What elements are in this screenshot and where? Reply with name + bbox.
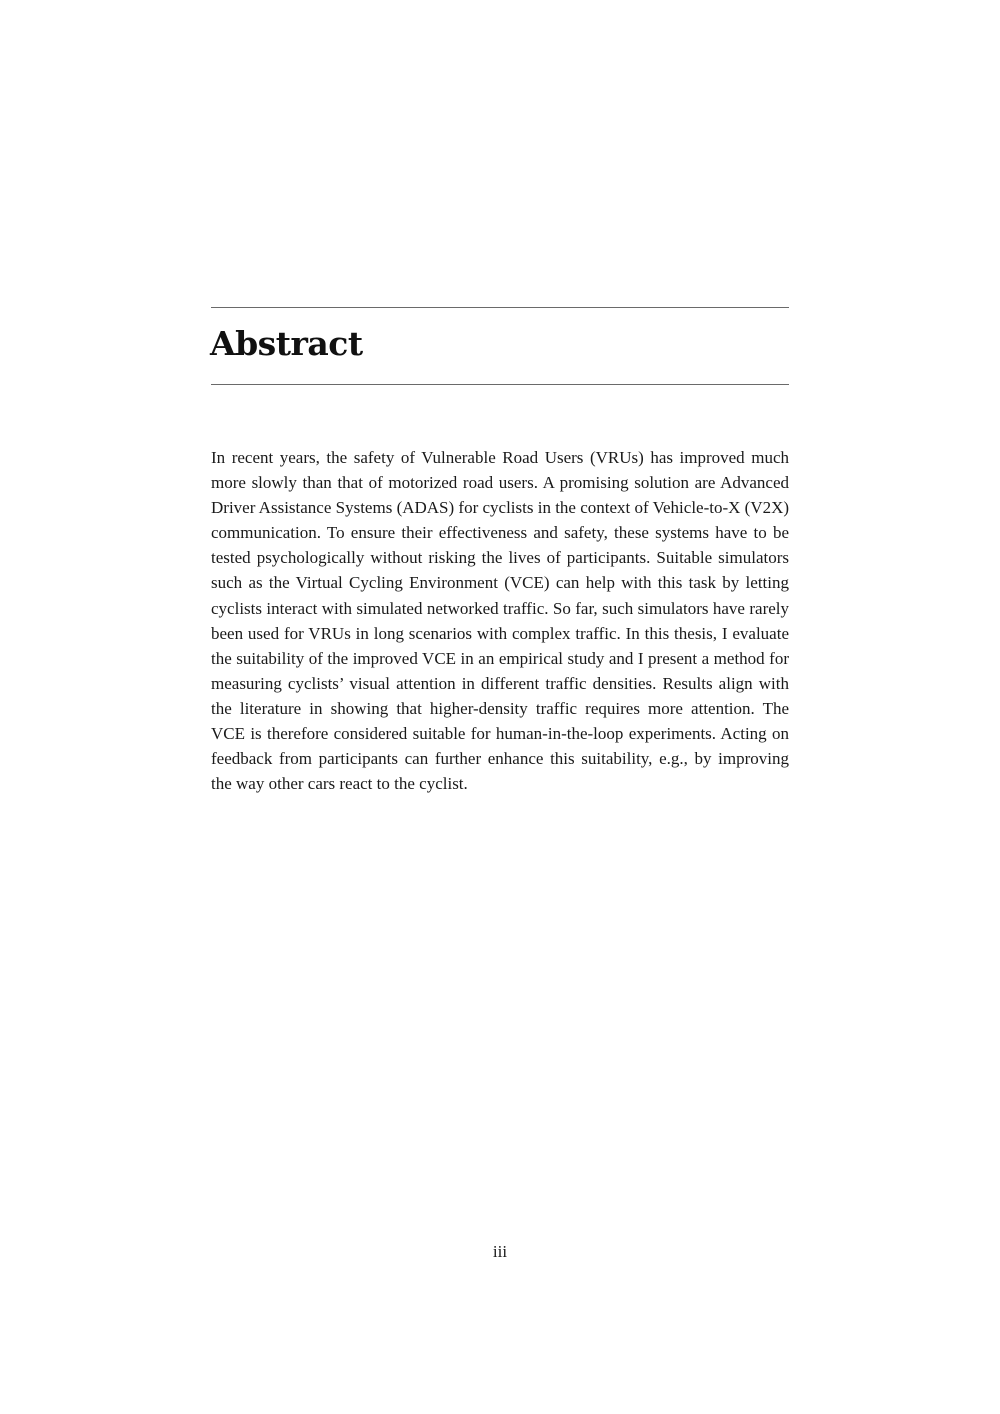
abstract-line: tested psychologically without risking the lives of participants. Suitable simulators [211, 548, 789, 568]
abstract-line: communication. To ensure their effectiveness and safety, these systems have to be [211, 523, 789, 543]
abstract-line: the suitability of the improved VCE in an empirical study and I present a method for [211, 648, 789, 668]
heading-top-rule [211, 307, 789, 308]
page-title: Abstract [210, 324, 363, 363]
heading-bottom-rule [211, 384, 789, 385]
abstract-paragraph [211, 445, 789, 796]
abstract-line: feedback from participants can further enhance this suitability, e.g., by improving [211, 749, 789, 769]
abstract-line: more slowly than that of motorized road users. A promising solution are Advanced [211, 473, 789, 493]
abstract-line: the way other cars react to the cyclist. [211, 774, 468, 794]
abstract-line: been used for VRUs in long scenarios with complex traffic. In this thesis, I evaluate [211, 623, 789, 643]
abstract-line: Driver Assistance Systems (ADAS) for cyclists in the context of Vehicle-to-X (V2X) [211, 498, 790, 518]
abstract-line: the literature in showing that higher-density traffic requires more attention. The [211, 698, 789, 718]
abstract-line: cyclists interact with simulated networked traffic. So far, such simulators have rarely [211, 598, 789, 618]
abstract-line: VCE is therefore considered suitable for human-in-the-loop experiments. Acting on [211, 724, 789, 744]
abstract-line: measuring cyclists’ visual attention in different traffic densities. Results align with [211, 673, 789, 693]
page-number: iii [492, 1242, 508, 1261]
abstract-line: In recent years, the safety of Vulnerable Road Users (VRUs) has improved much [211, 448, 789, 467]
abstract-line: such as the Virtual Cycling Environment (VCE) can help with this task by letting [211, 573, 789, 593]
